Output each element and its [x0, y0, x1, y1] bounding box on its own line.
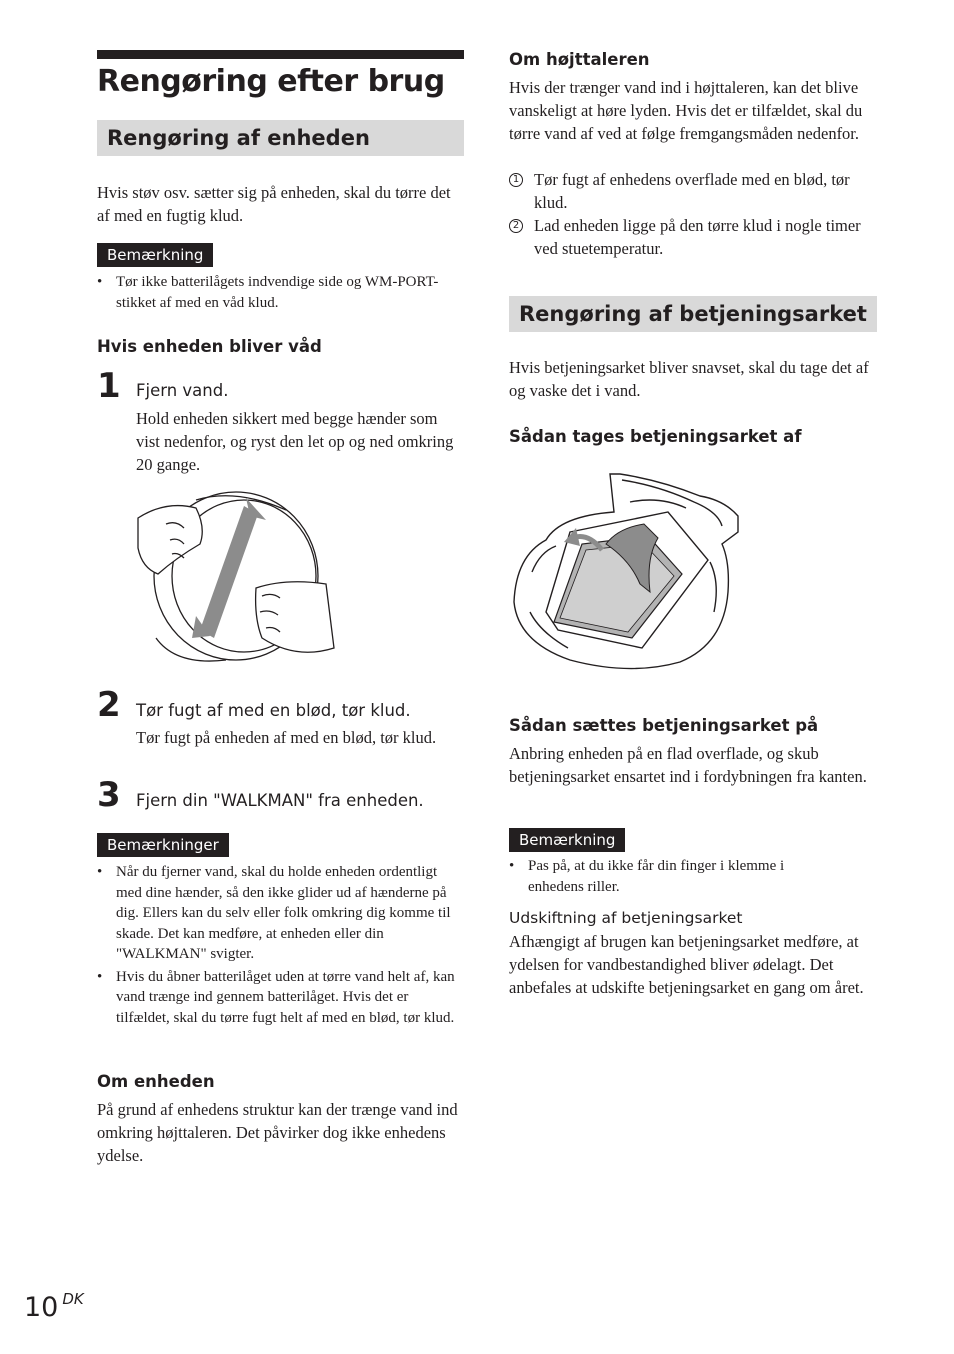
replace-sheet-heading: Udskiftning af betjeningsarket	[509, 909, 743, 927]
step-marker: 1	[509, 173, 523, 187]
speaker-step-text: Tør fugt af enhedens overflade med en blød, tør klud.	[534, 170, 850, 212]
replace-sheet-body: Afhængigt af brugen kan betjeningsarket medføre, at ydelsen for vandbestandighed bliver ødelagt. Det anbefales at udskifte betjeningsarket en gang om året.	[509, 932, 864, 997]
speaker-body: Hvis der trænger vand ind i højttaleren, kan det blive vanskeligt at høre lyden. Hvis det er tilfældet, skal du tørre vand af ved at følge fremgangsmåden nedenfor.	[509, 78, 863, 143]
attach-sheet-body: Anbring enheden på en flad overflade, og skub betjeningsarket ensartet ind i fordybningen fra kanten.	[509, 744, 867, 786]
shake-unit-illustration	[136, 488, 336, 668]
note-item: • Pas på, at du ikke får din finger i klemme i enhedens riller.	[509, 856, 839, 897]
step-title: Tør fugt af med en blød, tør klud.	[136, 701, 411, 720]
section-heading-sheet: Rengøring af betjeningsarket	[509, 296, 877, 332]
note-item: • Tør ikke batterilågets indvendige side og WM-PORT-stikket af med en våd klud.	[97, 272, 442, 313]
note-list	[509, 856, 839, 897]
notes-list	[97, 862, 464, 1028]
section-heading-cleaning-unit: Rengøring af enheden	[97, 120, 464, 156]
note-label: Bemærkning	[97, 243, 213, 267]
note-label: Bemærkning	[509, 828, 625, 852]
notes-label: Bemærkninger	[97, 833, 229, 857]
note-list	[97, 272, 442, 313]
remove-sheet-illustration	[510, 472, 742, 676]
remove-sheet-heading: Sådan tages betjeningsarket af	[509, 427, 802, 446]
attach-sheet-heading: Sådan sættes betjeningsarket på	[509, 716, 819, 735]
step-title: Fjern vand.	[136, 381, 229, 400]
step-number: 2	[97, 685, 120, 725]
cleaning-unit-intro: Hvis støv osv. sætter sig på enheden, skal du tørre det af med en fugtig klud.	[97, 183, 451, 225]
speaker-step	[509, 214, 877, 260]
page-number	[24, 1290, 84, 1323]
step-body: Hold enheden sikkert med begge hænder som vist nedenfor, og ryst den let op og ned omkring 20 gange.	[136, 409, 454, 474]
speaker-steps	[509, 168, 877, 260]
step-number: 1	[97, 366, 120, 406]
step-number: 3	[97, 775, 120, 815]
sheet-intro: Hvis betjeningsarket bliver snavset, skal du tage det af og vaske det i vand.	[509, 358, 869, 400]
speaker-step-text: Lad enheden ligge på den tørre klud i nogle timer ved stuetemperatur.	[534, 216, 861, 258]
step-marker: 2	[509, 219, 523, 233]
note-item: • Når du fjerner vand, skal du holde enheden ordentligt med dine hænder, så den ikke glider ud af hænderne på dig. Ellers kan du selv eller folk omkring dig komme til skade. Det kan medføre, at enheden eller din "WALKMAN" svigter.	[97, 862, 464, 965]
step-body: Tør fugt på enheden af med en blød, tør klud.	[136, 728, 437, 747]
note-item: • Hvis du åbner batterilåget uden at tørre vand helt af, kan vand trænge ind gennem batterilåget. Hvis det er tilfældet, skal du tørre fugt helt af med en blød, tør klud.	[97, 967, 464, 1029]
wet-heading: Hvis enheden bliver våd	[97, 337, 322, 356]
speaker-heading: Om højttaleren	[509, 50, 650, 69]
speaker-step	[509, 168, 877, 214]
title-rule	[97, 50, 464, 59]
page-title: Rengøring efter brug	[97, 64, 445, 99]
about-unit-body: På grund af enhedens struktur kan der trænge vand ind omkring højttaleren. Det påvirker dog ikke enhedens ydelse.	[97, 1100, 458, 1165]
page-number-value: 10	[24, 1292, 59, 1323]
language-code: DK	[62, 1290, 84, 1308]
about-unit-heading: Om enheden	[97, 1072, 215, 1091]
step-title: Fjern din "WALKMAN" fra enheden.	[136, 791, 424, 810]
